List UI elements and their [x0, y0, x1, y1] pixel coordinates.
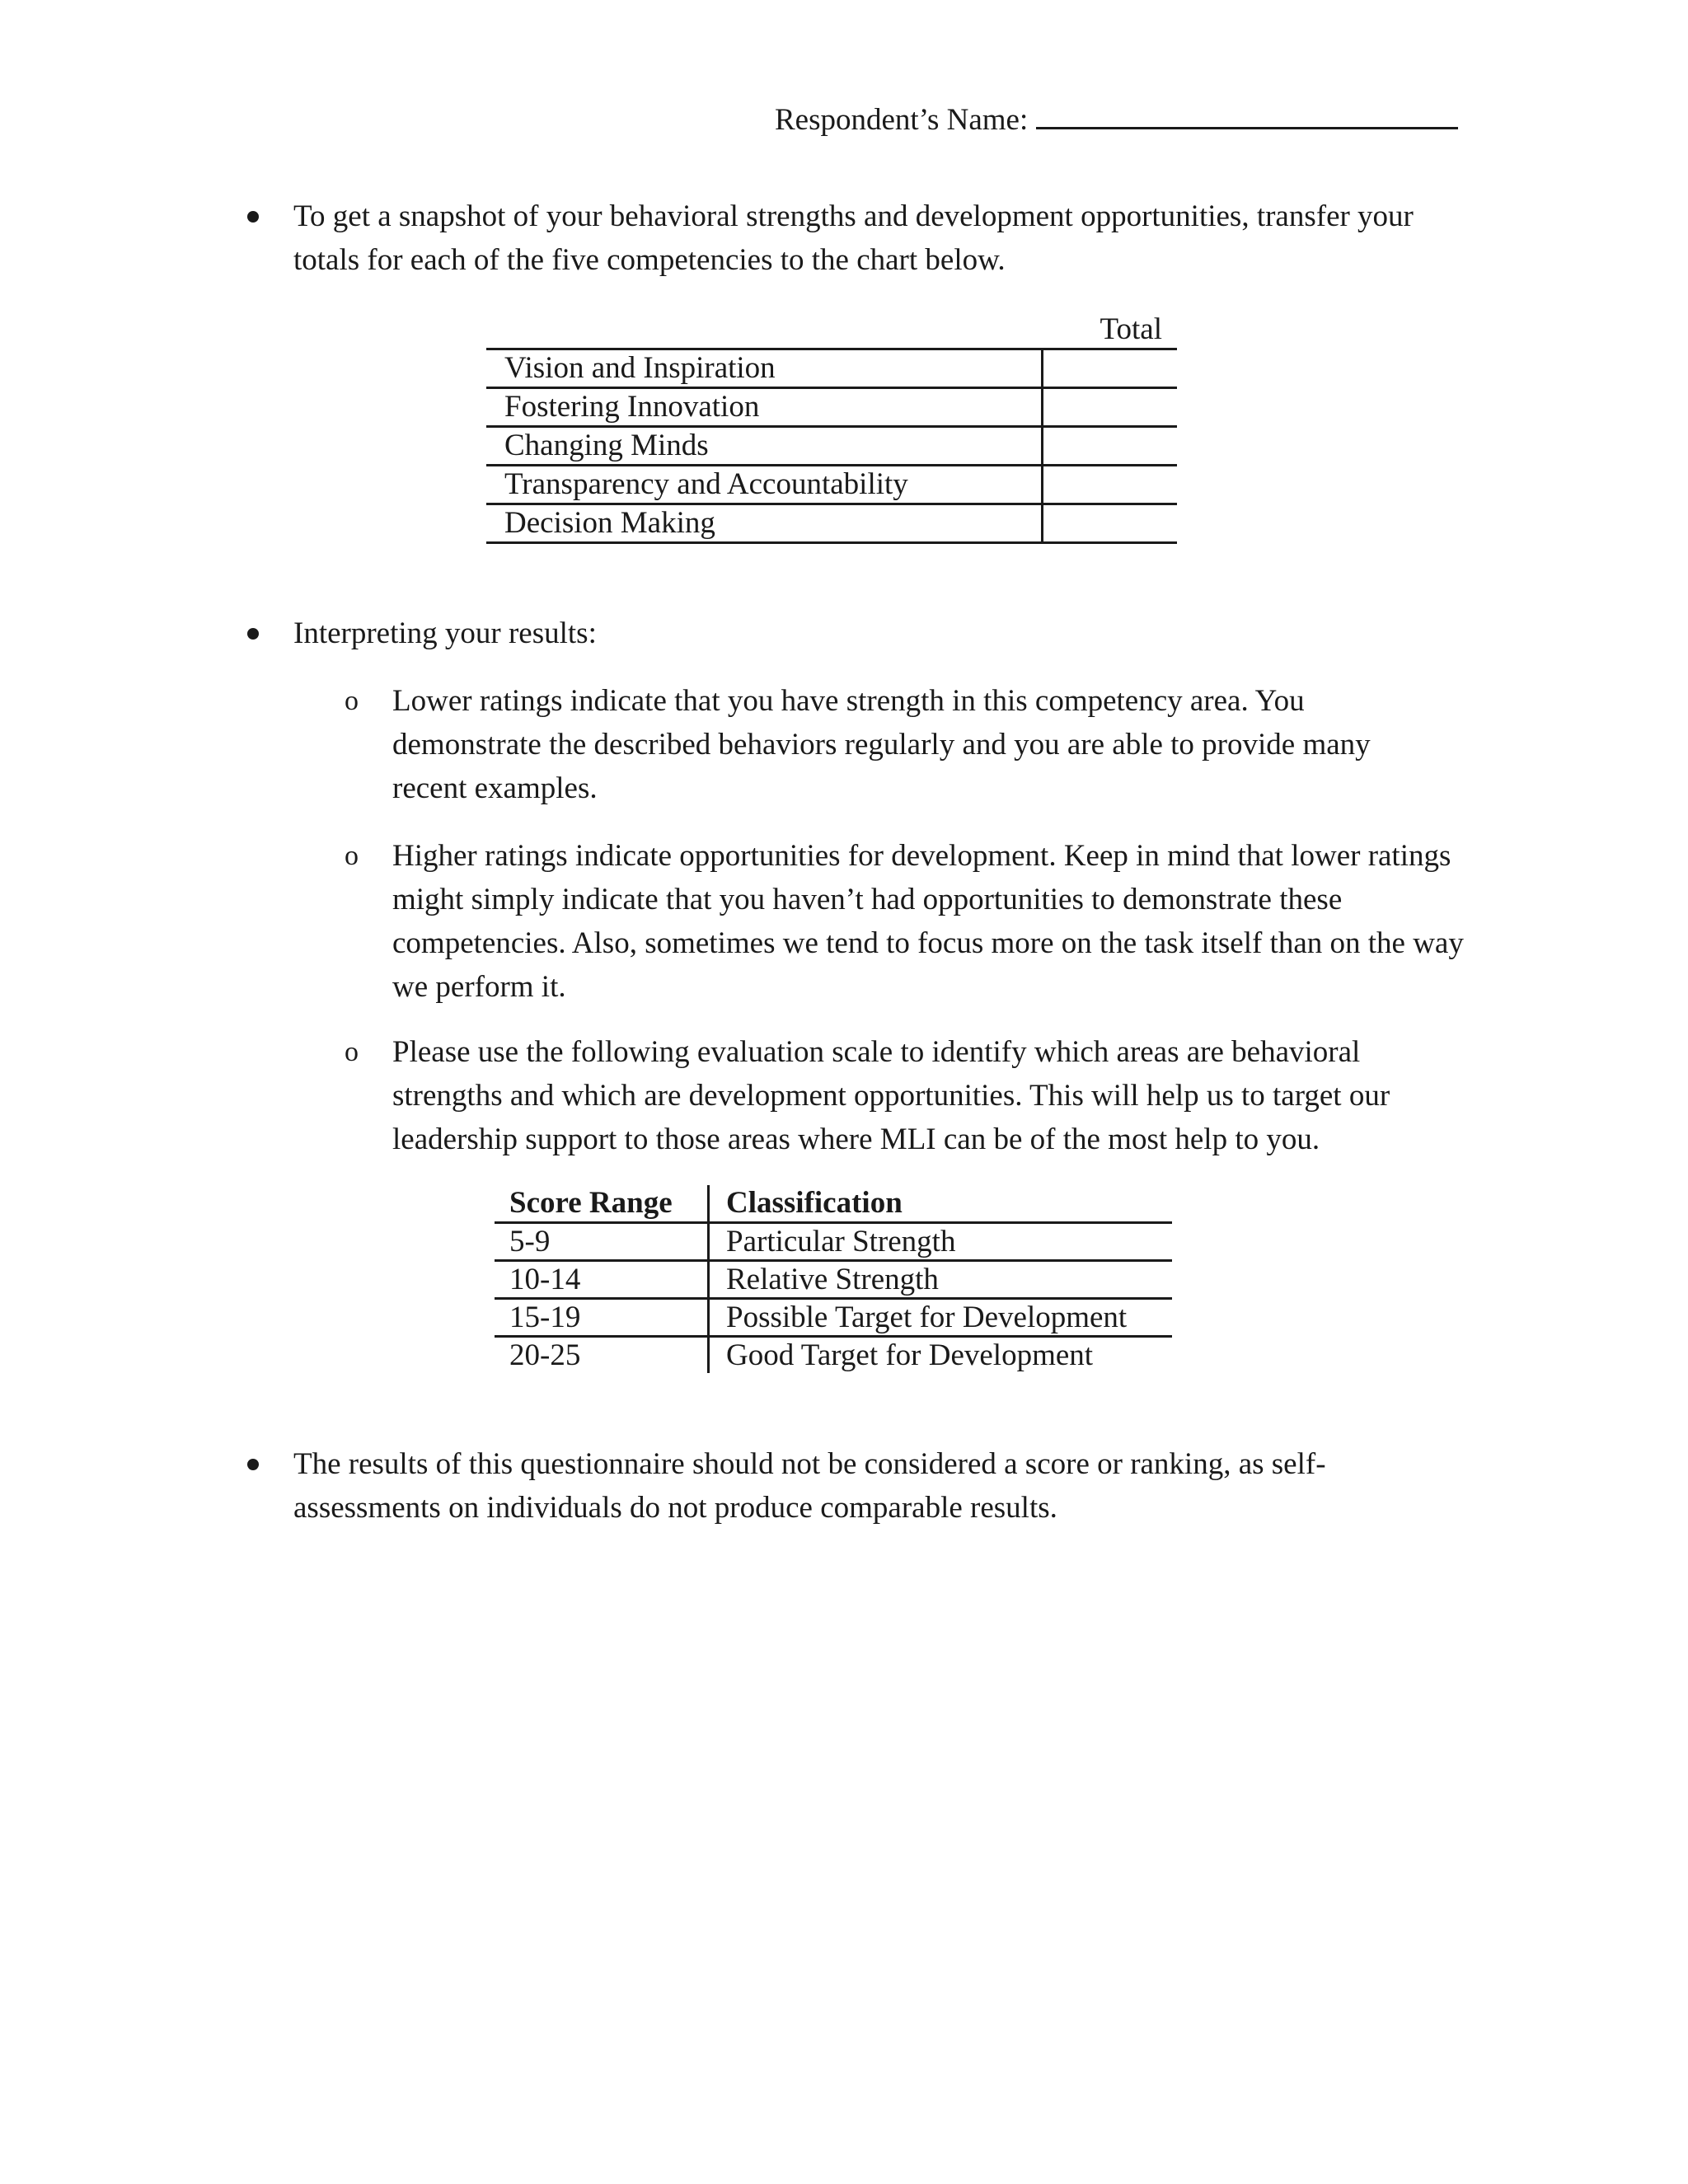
bullet-icon — [247, 1459, 259, 1470]
sub-bullet-icon: o — [345, 1037, 359, 1067]
respondent-name-blank[interactable] — [1036, 97, 1458, 129]
score-range-value: 5-9 — [495, 1223, 709, 1261]
table-row — [495, 1337, 1172, 1374]
interpret-item-lower-ratings: Lower ratings indicate that you have strength in this competency area. You demonstrate the described behaviors regularly and you are able to provide many recent examples. — [392, 684, 1371, 805]
competency-totals-table — [486, 312, 1177, 544]
table-row — [486, 504, 1177, 543]
total-column-header: Total — [1100, 312, 1162, 346]
table-row — [495, 1261, 1172, 1299]
competency-name: Decision Making — [486, 504, 1043, 543]
table-row — [486, 388, 1177, 427]
table-row — [486, 349, 1177, 388]
competency-name: Transparency and Accountability — [486, 466, 1043, 504]
score-range-value: 20-25 — [495, 1337, 709, 1374]
total-input-cell[interactable] — [1043, 504, 1178, 543]
intro-paragraph: To get a snapshot of your behavioral strengths and development opportunities, transfer your totals for each of the five competencies to the chart below. — [293, 199, 1414, 277]
score-range-value: 10-14 — [495, 1261, 709, 1299]
competency-name: Vision and Inspiration — [486, 349, 1043, 388]
classification-value: Good Target for Development — [726, 1338, 1094, 1372]
table-row — [486, 466, 1177, 504]
bullet-icon — [247, 628, 259, 640]
sub-bullet-icon: o — [345, 841, 359, 871]
sub-bullet-icon: o — [345, 686, 359, 716]
competency-name: Fostering Innovation — [486, 388, 1043, 427]
closing-paragraph: The results of this questionnaire should not be considered a score or ranking, as self-assessments on individuals do not produce comparable results. — [293, 1447, 1326, 1525]
score-range-value: 15-19 — [495, 1299, 709, 1337]
table-row — [495, 1299, 1172, 1337]
classification-value: Relative Strength — [709, 1261, 1173, 1299]
total-input-cell[interactable] — [1043, 349, 1178, 388]
competency-name: Changing Minds — [486, 427, 1043, 466]
classification-header: Classification — [709, 1185, 1173, 1223]
table-row — [495, 1223, 1172, 1261]
score-range-table — [495, 1185, 1172, 1373]
score-range-header: Score Range — [495, 1185, 709, 1223]
respondent-name-row — [775, 97, 1458, 140]
interpret-item-higher-ratings: Higher ratings indicate opportunities for development. Keep in mind that lower ratings might simply indicate that you haven’t had opportunities to demonstrate these competencies. Also, sometimes we tend to focus more on the task itself than on the way we perform it. — [392, 839, 1464, 1004]
classification-value: Possible Target for Development — [709, 1299, 1173, 1337]
total-input-cell[interactable] — [1043, 466, 1178, 504]
respondent-name-label: Respondent’s Name: — [775, 103, 1029, 137]
classification-value: Particular Strength — [709, 1223, 1173, 1261]
competency-header-empty — [486, 312, 1043, 349]
interpreting-heading: Interpreting your results: — [293, 616, 597, 650]
bullet-icon — [247, 211, 259, 223]
total-input-cell[interactable] — [1043, 388, 1178, 427]
interpret-item-evaluation-scale: Please use the following evaluation scale to identify which areas are behavioral strengths and which are development opportunities. This will help us to target our leadership support to those areas where MLI can be of the most help to you. — [392, 1035, 1390, 1156]
table-row — [486, 427, 1177, 466]
total-input-cell[interactable] — [1043, 427, 1178, 466]
